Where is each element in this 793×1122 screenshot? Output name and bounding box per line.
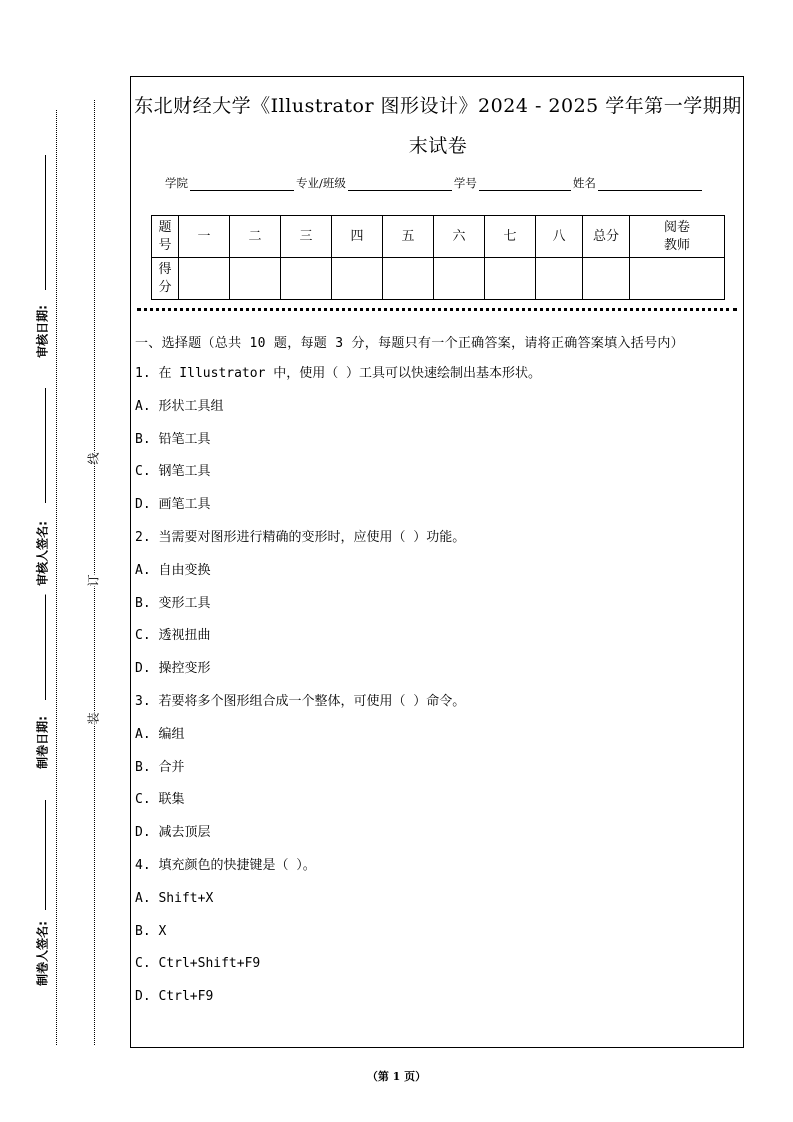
score-col-5: 五 xyxy=(383,216,434,258)
score-table xyxy=(151,215,725,300)
binding-char-install: 装 xyxy=(83,712,104,724)
q2-option-c: C. 透视扭曲 xyxy=(135,628,211,644)
score-col-2: 二 xyxy=(230,216,281,258)
maker-sign-label: 制卷人签名: xyxy=(34,913,51,995)
reviewer-sign-label: 审核人签名: xyxy=(34,513,51,595)
score-col-7: 七 xyxy=(485,216,536,258)
score-col-8: 八 xyxy=(536,216,583,258)
score-cell-1[interactable] xyxy=(179,258,230,300)
score-col-3: 三 xyxy=(281,216,332,258)
exam-frame xyxy=(130,76,744,1048)
binding-dotted-line-inner xyxy=(94,100,95,1045)
binding-char-line: 线 xyxy=(83,452,104,464)
score-col-4: 四 xyxy=(332,216,383,258)
score-cell-grader[interactable] xyxy=(630,258,725,300)
major-field[interactable] xyxy=(348,178,452,191)
q1-option-c: C. 钢笔工具 xyxy=(135,464,211,480)
score-cell-total[interactable] xyxy=(583,258,630,300)
q1-option-a: A. 形状工具组 xyxy=(135,398,224,414)
q2-option-b: B. 变形工具 xyxy=(135,595,211,611)
page-number: （第 1 页） xyxy=(366,1070,427,1083)
score-col-grader: 阅卷教师 xyxy=(630,216,725,258)
q3-option-b: B. 合并 xyxy=(135,759,185,775)
name-label: 姓名 xyxy=(572,176,596,190)
q4-option-d: D. Ctrl+F9 xyxy=(135,989,214,1005)
score-cell-6[interactable] xyxy=(434,258,485,300)
q1-option-b: B. 铅笔工具 xyxy=(135,431,211,447)
exam-title-line1: 东北财经大学《Illustrator 图形设计》2024 - 2025 学年第一学期期 xyxy=(134,95,742,117)
questions-area xyxy=(135,333,741,1019)
q4-option-a: A. Shift+X xyxy=(135,890,214,906)
question-4: 4. 填充颜色的快捷键是（ ）。 xyxy=(135,857,316,873)
exam-title-line2: 末试卷 xyxy=(408,135,468,157)
binding-dotted-line-outer xyxy=(56,110,57,1045)
student-id-label: 学号 xyxy=(453,176,477,190)
reviewer-sign-line xyxy=(45,388,46,503)
score-col-total: 总分 xyxy=(583,216,630,258)
q3-option-d: D. 减去顶层 xyxy=(135,825,211,841)
major-label: 专业/班级 xyxy=(296,176,346,190)
q4-option-c: C. Ctrl+Shift+F9 xyxy=(135,956,261,972)
score-col-6: 六 xyxy=(434,216,485,258)
make-date-label: 制卷日期: xyxy=(34,708,51,778)
q1-option-d: D. 画笔工具 xyxy=(135,497,211,513)
q2-option-d: D. 操控变形 xyxy=(135,661,211,677)
question-3: 3. 若要将多个图形组合成一个整体，可使用（ ）命令。 xyxy=(135,693,466,709)
score-cell-8[interactable] xyxy=(536,258,583,300)
section-heading: 一、选择题（总共 10 题，每题 3 分，每题只有一个正确答案，请将正确答案填入括号内） xyxy=(135,336,684,351)
q3-option-a: A. 编组 xyxy=(135,726,185,742)
score-header-score: 得分 xyxy=(152,258,179,300)
student-id-field[interactable] xyxy=(479,178,571,191)
q2-option-a: A. 自由变换 xyxy=(135,562,211,578)
name-field[interactable] xyxy=(598,178,702,191)
q3-option-c: C. 联集 xyxy=(135,792,185,808)
student-info-row xyxy=(165,175,704,191)
score-header-question: 题号 xyxy=(152,216,179,258)
college-field[interactable] xyxy=(190,178,294,191)
review-date-label: 审核日期: xyxy=(34,297,51,367)
review-date-line xyxy=(45,155,46,290)
score-cell-4[interactable] xyxy=(332,258,383,300)
score-cell-2[interactable] xyxy=(230,258,281,300)
q4-option-b: B. X xyxy=(135,923,167,939)
score-cell-7[interactable] xyxy=(485,258,536,300)
question-2: 2. 当需要对图形进行精确的变形时，应使用（ ）功能。 xyxy=(135,529,466,545)
make-date-line xyxy=(45,580,46,700)
college-label: 学院 xyxy=(165,176,188,190)
score-cell-3[interactable] xyxy=(281,258,332,300)
binding-char-bind: 订 xyxy=(83,574,104,586)
maker-sign-line xyxy=(45,800,46,910)
score-col-1: 一 xyxy=(179,216,230,258)
score-cell-5[interactable] xyxy=(383,258,434,300)
dotted-separator xyxy=(137,308,737,311)
question-1: 1. 在 Illustrator 中，使用（ ）工具可以快速绘制出基本形状。 xyxy=(135,366,542,381)
